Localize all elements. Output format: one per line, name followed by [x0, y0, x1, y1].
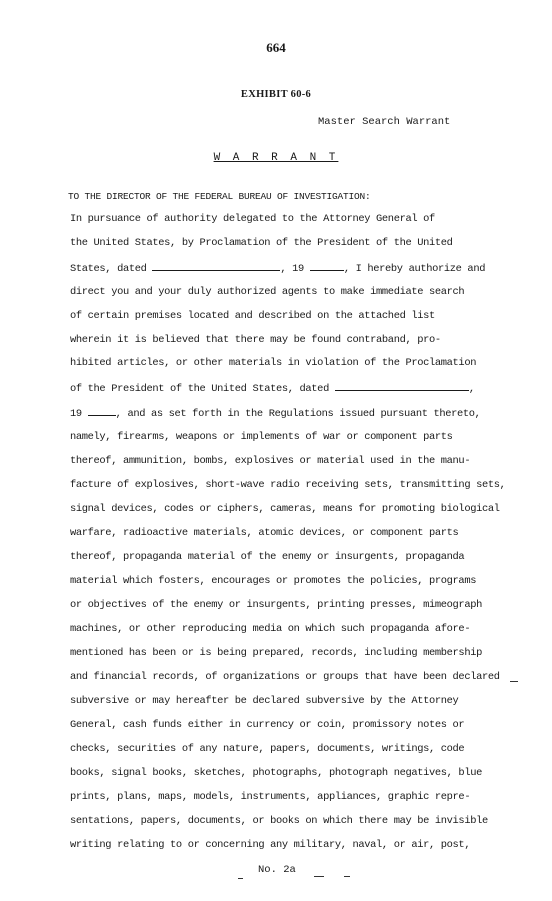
body-line — [70, 406, 481, 420]
body-text: of the President of the United States, dated — [70, 383, 329, 395]
year-blank[interactable] — [310, 261, 344, 271]
body-line: warfare, radioactive materials, atomic devices, or component parts — [70, 527, 459, 539]
form-name: Master Search Warrant — [318, 116, 451, 128]
body-line: signal devices, codes or ciphers, cameras, means for promoting biological — [70, 503, 500, 515]
body-line: and financial records, of organizations or groups that have been declared — [70, 671, 500, 683]
body-line: sentations, papers, documents, or books on which there may be invisible — [70, 815, 488, 827]
exhibit-heading: EXHIBIT 60-6 — [240, 89, 312, 100]
body-line: wherein it is believed that there may be found contraband, pro- — [70, 334, 441, 346]
body-text: States, dated — [70, 263, 147, 275]
body-text: , I hereby authorize and — [343, 263, 486, 275]
page-number: 664 — [266, 40, 286, 55]
scan-mark — [238, 878, 243, 879]
scan-mark — [314, 876, 324, 877]
year-blank[interactable] — [88, 406, 116, 416]
date-blank[interactable] — [152, 261, 280, 271]
body-line: namely, firearms, weapons or implements of war or component parts — [70, 431, 453, 443]
footer-code: No. 2a — [258, 864, 296, 876]
body-line: the United States, by Proclamation of the President of the United — [70, 237, 453, 249]
body-text: 19 — [70, 408, 82, 420]
date-blank[interactable] — [335, 381, 469, 391]
body-text: , and as set forth in the Regulations issued pursuant thereto, — [115, 408, 481, 420]
body-text: , 19 — [280, 263, 304, 275]
body-line: thereof, ammunition, bombs, explosives or material used in the manu- — [70, 455, 471, 467]
body-line: General, cash funds either in currency or coin, promissory notes or — [70, 719, 465, 731]
body-line: of certain premises located and described on the attached list — [70, 310, 435, 322]
body-line: direct you and your duly authorized agents to make immediate search — [70, 286, 465, 298]
warrant-title: W A R R A N T — [213, 152, 339, 164]
scan-mark — [510, 681, 518, 682]
body-line: mentioned has been or is being prepared, records, including membership — [70, 647, 482, 659]
body-line: thereof, propaganda material of the enemy or insurgents, propaganda — [70, 551, 465, 563]
body-line: material which fosters, encourages or promotes the policies, programs — [70, 575, 477, 587]
scan-mark — [344, 876, 350, 877]
body-line — [70, 261, 485, 275]
body-line: or objectives of the enemy or insurgents, printing presses, mimeograph — [70, 599, 482, 611]
body-line: prints, plans, maps, models, instruments, appliances, graphic repre- — [70, 791, 471, 803]
body-text: , — [468, 383, 475, 395]
body-line: checks, securities of any nature, papers, documents, writings, code — [70, 743, 465, 755]
body-line: facture of explosives, short-wave radio receiving sets, transmitting sets, — [70, 479, 506, 491]
body-line: hibited articles, or other materials in violation of the Proclamation — [70, 357, 477, 369]
body-line: writing relating to or concerning any military, naval, or air, post, — [70, 839, 471, 851]
body-line: books, signal books, sketches, photographs, photograph negatives, blue — [70, 767, 482, 779]
body-line: machines, or other reproducing media on which such propaganda afore- — [70, 623, 471, 635]
body-line: In pursuance of authority delegated to the Attorney General of — [70, 213, 435, 225]
addressee-line: TO THE DIRECTOR OF THE FEDERAL BUREAU OF INVESTIGATION: — [68, 191, 371, 202]
body-line — [70, 381, 475, 395]
body-line: subversive or may hereafter be declared subversive by the Attorney — [70, 695, 459, 707]
